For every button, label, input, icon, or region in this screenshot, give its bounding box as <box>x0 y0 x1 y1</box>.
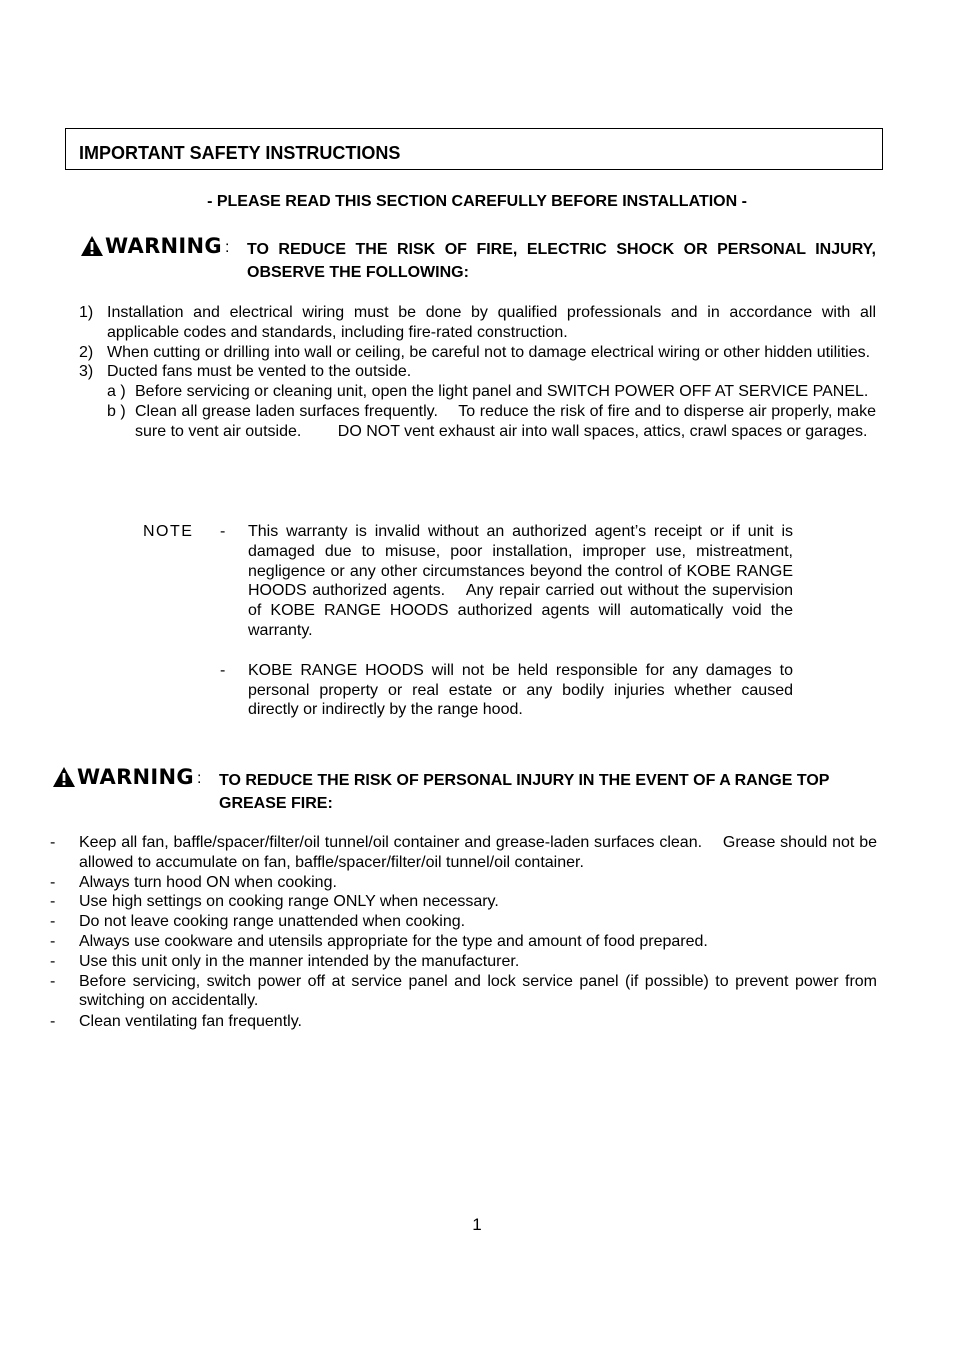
item-dash: - <box>50 1013 56 1031</box>
warning-triangle-icon <box>80 235 104 257</box>
warning-colon: : <box>224 239 230 256</box>
item-text: Always use cookware and utensils appropriate for the type and amount of food prepared. <box>79 932 708 950</box>
page-title: IMPORTANT SAFETY INSTRUCTIONS <box>79 143 401 163</box>
item-text: Use this unit only in the manner intended by the manufacturer. <box>79 952 520 970</box>
instruction-list <box>79 303 876 442</box>
warning-text <box>219 769 879 815</box>
list-item <box>50 952 877 972</box>
item-dash: - <box>50 952 56 970</box>
list-item <box>50 833 877 873</box>
list-item <box>79 362 876 382</box>
warning-text-line: TO REDUCE THE RISK OF FIRE, ELECTRIC SHOCK OR PERSONAL INJURY, <box>247 241 876 258</box>
note-item <box>143 522 793 641</box>
list-item <box>79 343 876 363</box>
warning-colon: : <box>196 770 202 787</box>
list-item <box>79 402 876 442</box>
warning-word: WARNING <box>77 765 194 789</box>
item-number: b ) <box>107 402 126 420</box>
warning-triangle-icon <box>52 766 76 788</box>
note-text: KOBE RANGE HOODS will not be held responsible for any damages to personal property or real estate or any bodily injuries whether caused directly or indirectly by the range hood. <box>248 661 793 719</box>
note-item <box>143 661 793 720</box>
item-dash: - <box>50 932 56 950</box>
note-label: NOTE <box>143 523 194 540</box>
item-number: 1) <box>79 304 94 321</box>
grease-fire-list <box>50 833 877 1032</box>
note-block <box>143 522 793 720</box>
item-number: 2) <box>79 343 94 361</box>
item-dash: - <box>50 972 56 990</box>
warning-label <box>80 234 230 258</box>
item-text: Installation and electrical wiring must be done by qualified professionals and in accordance with all applicable codes and standards, including fire-rated construction. <box>107 304 876 341</box>
item-dash: - <box>50 873 56 891</box>
title-box <box>65 128 883 170</box>
page-number: 1 <box>472 1215 482 1234</box>
item-text: Do not leave cooking range unattended when cooking. <box>79 913 466 931</box>
item-number: 3) <box>79 363 94 381</box>
note-dash: - <box>220 523 226 540</box>
list-item <box>79 382 876 402</box>
item-dash: - <box>50 893 56 911</box>
list-item <box>50 932 877 952</box>
list-item <box>50 972 877 1012</box>
list-item <box>79 303 876 343</box>
warning-text-line: GREASE FIRE: <box>219 795 333 812</box>
item-dash: - <box>50 913 56 931</box>
item-text: Clean all grease laden surfaces frequently. To reduce the risk of fire and to disperse air properly, make sure to vent air outside. DO NOT vent exhaust air into wall spaces, attics, crawl spaces or garages. <box>135 402 876 440</box>
item-text: Ducted fans must be vented to the outside. <box>107 363 412 381</box>
page-subtitle: - PLEASE READ THIS SECTION CAREFULLY BEFORE INSTALLATION - <box>207 193 747 210</box>
item-text: Use high settings on cooking range ONLY when necessary. <box>79 893 499 911</box>
warning-word: WARNING <box>105 234 222 258</box>
item-number: a ) <box>107 383 126 401</box>
list-item <box>50 892 877 912</box>
warning-label <box>52 765 202 789</box>
item-text: Keep all fan, baffle/spacer/filter/oil tunnel/oil container and grease-laden surfaces clean. Grease should not be allowed to accumulate on fan, baffle/spacer/filter/oil tunnel/oil container. <box>79 834 877 871</box>
warning-text-line: TO REDUCE THE RISK OF PERSONAL INJURY IN THE EVENT OF A RANGE TOP <box>219 772 830 789</box>
list-item <box>50 1012 877 1032</box>
list-item <box>50 912 877 932</box>
item-text: Clean ventilating fan frequently. <box>79 1013 302 1031</box>
item-text: Before servicing or cleaning unit, open the light panel and SWITCH POWER OFF AT SERVICE PANEL. <box>135 383 869 401</box>
list-item <box>50 873 877 893</box>
item-text: Always turn hood ON when cooking. <box>79 873 337 891</box>
item-dash: - <box>50 834 56 851</box>
warning-text <box>247 238 876 284</box>
item-text: When cutting or drilling into wall or ceiling, be careful not to damage electrical wiring or other hidden utilities. <box>107 343 871 361</box>
warning-text-line: OBSERVE THE FOLLOWING: <box>247 264 469 281</box>
note-text: This warranty is invalid without an authorized agent’s receipt or if unit is damaged due to misuse, poor installation, improper use, mistreatment, negligence or any other circumstances beyond the control of KOBE RANGE HOODS authorized agents. Any repair carried out without the supervision of KOBE RANGE HOODS authorized agents will automatically void the warranty. <box>248 523 793 639</box>
item-text: Before servicing, switch power off at service panel and lock service panel (if possible) to prevent power from switching on accidentally. <box>79 972 877 1010</box>
note-dash: - <box>220 661 226 679</box>
